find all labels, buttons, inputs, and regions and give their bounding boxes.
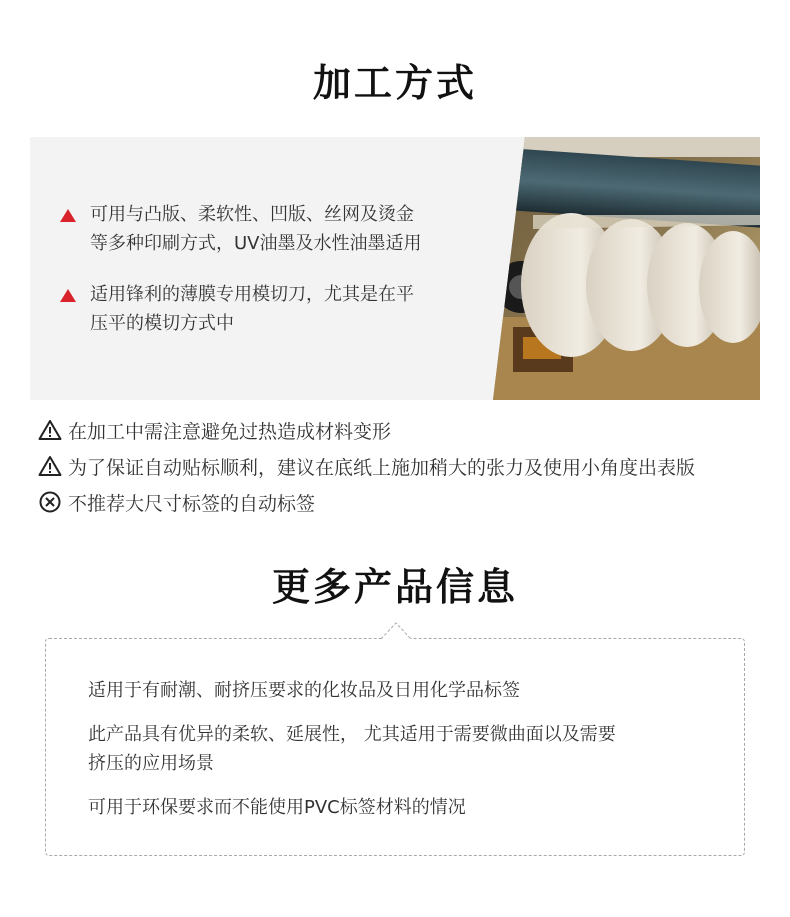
info-paragraph xyxy=(88,720,728,778)
process-item-line: 可用与凸版、柔软性、凹版、丝网及烫金 xyxy=(90,204,414,225)
product-info-text xyxy=(88,676,728,837)
warning-icon xyxy=(38,419,62,441)
slitting-machine-photo xyxy=(493,137,760,400)
warning-item xyxy=(38,484,695,520)
process-item-line: 等多种印刷方式，UV油墨及水性油墨适用 xyxy=(90,233,422,254)
warning-item xyxy=(38,448,695,484)
info-line: 可用于环保要求而不能使用PVC标签材料的情况 xyxy=(88,797,466,818)
process-item-line: 压平的模切方式中 xyxy=(90,313,234,334)
warning-text: 在加工中需注意避免过热造成材料变形 xyxy=(68,420,392,443)
warnings-list xyxy=(38,412,695,520)
process-item-line: 适用锋利的薄膜专用模切刀，尤其是在平 xyxy=(90,284,414,305)
info-line: 挤压的应用场景 xyxy=(88,753,214,774)
process-item xyxy=(58,280,488,338)
process-item xyxy=(58,200,488,258)
prohibit-icon xyxy=(38,491,62,513)
warning-item xyxy=(38,412,695,448)
info-line: 此产品具有优异的柔软、延展性， 尤其适用于需要微曲面以及需要 xyxy=(88,724,616,745)
info-line: 适用于有耐潮、耐挤压要求的化妆品及日用化学品标签 xyxy=(88,680,520,701)
section-title-processing: 加工方式 xyxy=(312,61,477,105)
processing-methods-list xyxy=(58,200,488,360)
section-title-more-info: 更多产品信息 xyxy=(271,565,518,609)
warning-text: 不推荐大尺寸标签的自动标签 xyxy=(68,492,316,515)
warning-text: 为了保证自动贴标顺利，建议在底纸上施加稍大的张力及使用小角度出表版 xyxy=(68,456,696,479)
triangle-bullet-icon xyxy=(60,209,76,222)
warning-icon xyxy=(38,455,62,477)
info-paragraph xyxy=(88,676,728,705)
triangle-bullet-icon xyxy=(60,289,76,302)
callout-notch xyxy=(381,622,411,640)
info-paragraph xyxy=(88,793,728,822)
